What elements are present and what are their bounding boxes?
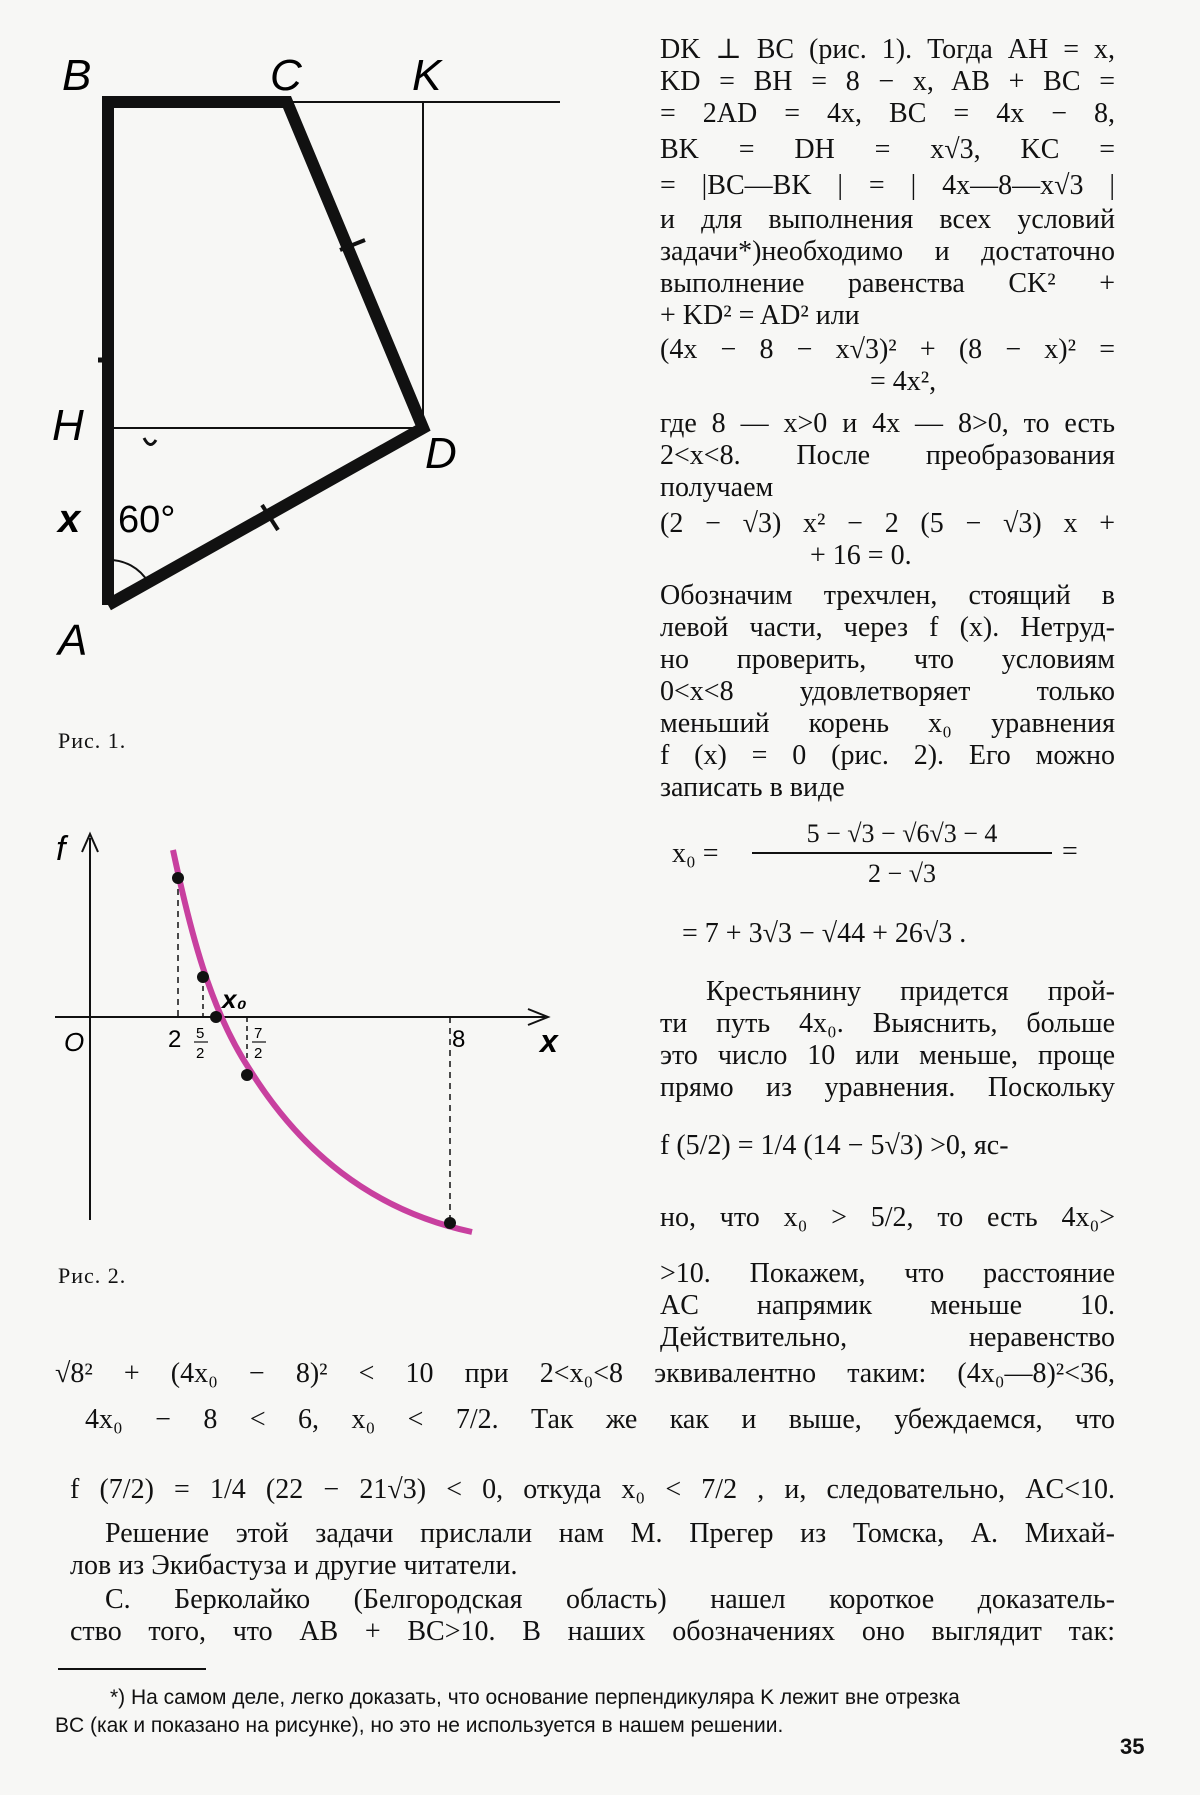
label-x: x xyxy=(58,497,81,541)
text-line-r27: прямо из уравнения. Поскольку xyxy=(660,1072,1115,1103)
text-line-w7: ство того, что AB + BC>10. В наших обозначениях оно выглядит так: xyxy=(70,1616,1115,1647)
text-line-r4: BK = DH = x√3, KC = xyxy=(660,134,1115,165)
text-line-w3: f (7/2) = 1/4 (22 − 21√3) < 0, откуда x₀ < 7/2 , и, следовательно, AC<10. xyxy=(70,1474,1115,1505)
text-line-r9: + KD² = AD² или xyxy=(660,300,860,331)
text-line-r8: выполнение равенства CK² + xyxy=(660,268,1115,299)
tick-label-5-den: 2 xyxy=(196,1045,205,1062)
text-line-r21: меньший корень x₀ уравнения xyxy=(660,708,1115,739)
text-line-r28: f (5/2) = 1/4 (14 − 5√3) >0, яс- xyxy=(660,1130,1009,1161)
figure-2-graph xyxy=(40,820,580,1260)
point-root-x0 xyxy=(210,1011,222,1023)
point-x-2 xyxy=(172,872,184,884)
equation-1-fraction-bar xyxy=(752,852,1052,854)
label-x-axis: x xyxy=(540,1023,558,1059)
tick-label-2: 2 xyxy=(168,1026,182,1053)
text-line-r16: + 16 = 0. xyxy=(810,540,912,571)
footnote-line-2: BC (как и показано на рисунке), но это не используется в нашем решении. xyxy=(55,1714,784,1737)
label-h: H xyxy=(52,401,84,450)
text-line-r2: KD = BH = 8 − x, AB + BC = xyxy=(660,66,1115,97)
small-mark-h xyxy=(144,438,156,445)
text-line-r26: это число 10 или меньше, проще xyxy=(660,1040,1115,1071)
text-line-r12: где 8 — x>0 и 4x — 8>0, то есть xyxy=(660,408,1115,439)
figure-1-trapezoid xyxy=(40,20,570,680)
text-line-r1: DK ⊥ BC (рис. 1). Тогда AH = x, xyxy=(660,34,1115,65)
label-angle-60: 60° xyxy=(118,499,176,541)
label-d: D xyxy=(425,429,457,478)
tick-label-8: 8 xyxy=(452,1026,466,1053)
text-line-r22: f (x) = 0 (рис. 2). Его можно xyxy=(660,740,1115,771)
text-line-r14: получаем xyxy=(660,472,774,503)
text-line-r23: записать в виде xyxy=(660,772,845,803)
text-line-r3: = 2AD = 4x, BC = 4x − 8, xyxy=(660,98,1115,129)
text-line-w5: лов из Экибастуза и другие читатели. xyxy=(70,1550,518,1581)
equation-1-numerator: 5 − √3 − √6√3 − 4 xyxy=(806,819,998,848)
text-line-w4: Решение этой задачи прислали нам М. Прегер из Томска, А. Михай- xyxy=(105,1518,1115,1549)
text-line-r24: Крестьянину придется прой- xyxy=(706,976,1115,1007)
text-line-r6: и для выполнения всех условий xyxy=(660,204,1115,235)
text-line-r25: ти путь 4x₀. Выяснить, больше xyxy=(660,1008,1115,1039)
text-line-w6: С. Берколайко (Белгородская область) нашел короткое доказатель- xyxy=(105,1584,1115,1615)
equation-2: = 7 + 3√3 − √44 + 26√3 . xyxy=(682,918,967,949)
figure-1-caption: Рис. 1. xyxy=(58,728,127,753)
text-line-r11: = 4x², xyxy=(870,366,937,397)
label-b: B xyxy=(62,51,92,100)
figure-2-caption: Рис. 2. xyxy=(58,1263,127,1288)
equation-1-lhs: x₀ = xyxy=(672,838,719,869)
text-line-r19: но проверить, что условиям xyxy=(660,644,1115,675)
text-line-r30: >10. Покажем, что расстояние xyxy=(660,1258,1115,1289)
text-line-r29: но, что x₀ > 5/2, то есть 4x₀> xyxy=(660,1202,1115,1233)
tick-label-7-num: 7 xyxy=(254,1025,263,1042)
label-f: f xyxy=(56,830,66,868)
label-c: C xyxy=(270,51,302,100)
tick-label-5-num: 5 xyxy=(196,1025,205,1042)
footnote-separator xyxy=(58,1668,206,1670)
tick-label-7-den: 2 xyxy=(254,1045,263,1062)
text-line-r13: 2<x<8. После преобразования xyxy=(660,440,1115,471)
label-origin: O xyxy=(64,1027,85,1057)
label-k: K xyxy=(412,51,442,100)
text-line-w1: √8² + (4x₀ − 8)² < 10 при 2<x₀<8 эквивалентно таким: (4x₀—8)²<36, xyxy=(55,1358,1115,1389)
point-x-8 xyxy=(444,1217,456,1229)
label-x0: x₀ xyxy=(222,984,247,1014)
text-line-r10: (4x − 8 − x√3)² + (8 − x)² = xyxy=(660,334,1115,365)
text-line-r18: левой части, через f (x). Нетруд- xyxy=(660,612,1115,643)
text-line-r7: задачи*)необходимо и достаточно xyxy=(660,236,1115,267)
text-line-w2: 4x₀ − 8 < 6, x₀ < 7/2. Так же как и выше, убеждаемся, что xyxy=(85,1404,1115,1435)
page-number: 35 xyxy=(1120,1734,1145,1759)
text-line-r20: 0<x<8 удовлетворяет только xyxy=(660,676,1115,707)
text-line-r5: = |BC—BK | = | 4x—8—x√3 | xyxy=(660,170,1115,201)
equation-1-rhs: = xyxy=(1062,836,1078,867)
text-line-r32: Действительно, неравенство xyxy=(660,1322,1115,1353)
text-line-r17: Обозначим трехчлен, стоящий в xyxy=(660,580,1115,611)
text-line-r15: (2 − √3) x² − 2 (5 − √3) x + xyxy=(660,508,1115,539)
function-curve xyxy=(173,850,472,1232)
footnote-line-1: *) На самом деле, легко доказать, что основание перпендикуляра K лежит вне отрезка xyxy=(110,1686,960,1709)
equation-1-denominator: 2 − √3 xyxy=(868,859,936,888)
label-a: A xyxy=(58,616,88,665)
point-x-7-2 xyxy=(241,1069,253,1081)
text-line-r31: AC напрямик меньше 10. xyxy=(660,1290,1115,1321)
point-x-5-2 xyxy=(197,971,209,983)
